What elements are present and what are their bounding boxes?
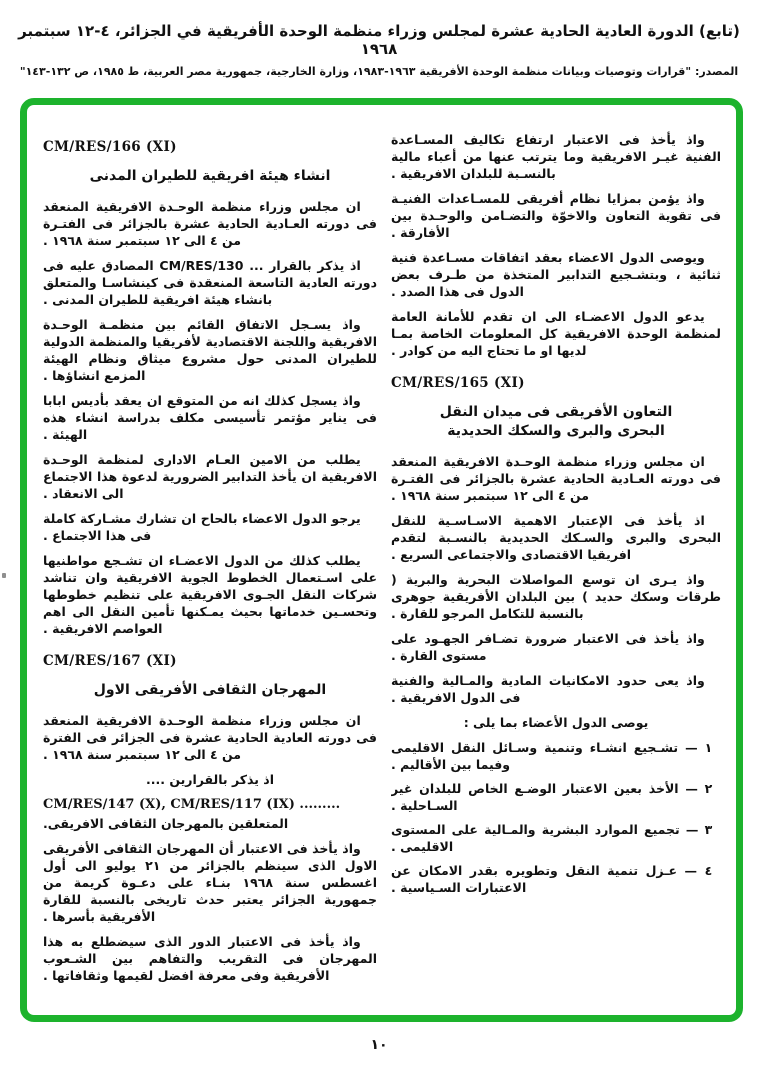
paragraph: ان مجلس وزراء منظمة الوحـدة الافريقية المنعقد فى دورته العادية الحادية عشرة فى الجزائر فى الفترة من ٤ الى ١٢ سبتمبر سنة ١٩٦٨ . xyxy=(43,713,377,762)
list-item: ٣ — تجميع الموارد البشرية والمـالية على المستوى الاقليمى . xyxy=(391,822,713,854)
paragraph: اذ يذكر بالقرار ... CM/RES/130 المصادق عليه فى دورته العادية التاسعة المنعقدة فى كينشاسـا والمتعلق بانشاء هيئة افريقية للطيران المدنى . xyxy=(43,258,377,307)
resolution-title-167: المهرجان الثقافى الأفريقى الاول xyxy=(93,682,327,698)
paragraph: واذ يأخذ فى الاعتبار أن المهرجان الثقافى الأفريقى الاول الذى سينظم بالجزائر من ٢١ يوليو الى أول اغسطس سنة ١٩٦٨ بنـاء على دعـوة كريمة من جمهورية الجزائر يعتبر حدث تاريخى بالنسبة للقارة الأفريقية بأسرها . xyxy=(43,841,377,924)
source-citation: المصدر: "قرارات وتوصيات وبيانات منظمة الوحدة الأفريقية ١٩٦٣-١٩٨٣، وزارة الخارجية، جمهورية مصر العربية، ط ١٩٨٥، ص ١٣٢-١٤٣" xyxy=(19,65,739,78)
paragraph: ان مجلس وزراء منظمة الوحـدة الافريقية المنعقد فى دورته العـادية الحادية عشرة بالجزائر فى الفتـرة من ٤ الى ١٢ سبتمبر سنة ١٩٦٨ . xyxy=(391,454,721,503)
paragraph: يطلب كذلك من الدول الاعضـاء ان تشـجع مواطنيها على اسـتعمال الخطوط الجوية الافريقية وان تناشد شركات النقل الجـوى الافريقية على تنظيم خطوطها وتحسـين خدماتها بحيث يمـكنها تأمين النقل الى اهم العواصم الافريقية . xyxy=(43,553,377,636)
recall-line-arabic: اذ يذكر بالقرارين .... xyxy=(146,772,274,787)
list-item: ٢ — الأخذ بعين الاعتبار الوضـع الخاص للبلدان غير السـاحلية . xyxy=(391,781,713,813)
column-left xyxy=(43,139,377,1011)
resolution-code-167: CM/RES/167 (XI) xyxy=(43,653,177,669)
paragraph: واذ يأخذ فى الاعتبار ضرورة تضـافر الجهـود على مستوى القارة . xyxy=(391,631,705,663)
recommendation-intro: يوصى الدول الأعضاء بما يلى : xyxy=(463,715,649,730)
recall-line-tail: المتعلقين بالمهرجان الثقافى الافريقى. xyxy=(43,816,289,831)
resolution-code-165: CM/RES/165 (XI) xyxy=(391,375,525,391)
session-title: (تابع) الدورة العادية الحادية عشرة لمجلس وزراء منظمة الوحدة الأفريقية في الجزائر، ٤-١٢ سبتمبر ١٩٦٨ xyxy=(18,22,740,58)
paragraph: يدعو الدول الاعضـاء الى ان تقدم للأمانة العامة لمنظمة الوحدة الافريقية كل المعلومات الخاصة بمـا لديها او ما تحتاج اليه من كوادر . xyxy=(391,309,721,358)
paragraph: ويوصى الدول الاعضاء بعقد اتفاقات مسـاعدة فنية ثنائية ، وبتشـجيع التدابير المتخذة من طـرف بعض الدول فى هذا الصدد . xyxy=(391,250,721,299)
resolution-title-165-line1: التعاون الأفريقى فى ميدان النقل xyxy=(439,404,673,420)
column-right xyxy=(391,131,721,1003)
scan-artifact xyxy=(2,573,6,578)
paragraph: اذ يأخذ فى الإعتبار الاهمية الاسـاسـية للنقل البحرى والبرى والسـكك الحديدية بالنسـبة لتقدم افريقيا الاقتصادى والاجتماعى السريع . xyxy=(391,513,721,562)
list-item: ٤ — عـزل تنمية النقل وتطويره بقدر الامكان عن الاعتبارات السـياسية . xyxy=(391,863,713,895)
paragraph: واذ يسـجل الاتفاق القائم بين منظمـة الوحـدة الافريقية واللجنة الاقتصادية لأفريقيا والمنظمة الدولية للطيران المدنى حول مشروع ميثاق ونظام الهيئة المزمع انشاؤها . xyxy=(43,317,377,383)
paragraph: يطلب من الامين العـام الادارى لمنظمة الوحـدة الافريقية ان يأخذ التدابير الضرورية لدعوة هذا الاجتماع الى الانعقاد . xyxy=(43,452,377,501)
page-header xyxy=(0,22,758,78)
paragraph: واذ يأخذ فى الاعتبار الدور الذى سيضطلع به هذا المهرجان فى التقريب والتفاهم بين الشـعوب الأفريقية وفى معرفة افضل لقيمها وثقافاتها . xyxy=(43,934,377,983)
paragraph: واذ يعى حدود الامكانيات المادية والمـالية والفنية فى الدول الافريقية . xyxy=(391,673,705,705)
paragraph: واذ يأخذ فى الاعتبار ارتفاع تكاليف المسـاعدة الفنية غيـر الافريقية وما يترتب عنها من أعباء مالية بالنسـبة للبلدان الافريقية . xyxy=(391,132,721,181)
paragraph: واذ يـرى ان توسع المواصلات البحرية والبرية ( طرقات وسكك حديد ) بين البلدان الأفريقية جوهرى بالنسبة للتكامل المرجو للقارة . xyxy=(391,572,721,621)
paragraph: يرجو الدول الاعضاء بالحاح ان تشارك مشـاركة كاملة فى هذا الاجتماع . xyxy=(43,511,361,543)
resolution-title-166: انشاء هيئة افريقية للطيران المدنى xyxy=(89,168,331,184)
list-item: ١ — تشـجيع انشـاء وتنمية وسـائل النقل الاقليمى وفيما بين الأقاليم . xyxy=(391,740,713,772)
recall-line-latin: CM/RES/147 (X), CM/RES/117 (IX) ......... xyxy=(43,797,341,812)
resolution-code-166: CM/RES/166 (XI) xyxy=(43,139,177,155)
paragraph: ان مجلس وزراء منظمة الوحـدة الافريقية المنعقد فى دورته العـادية الحادية عشرة بالجزائر فى الفتـرة من ٤ الى ١٢ سبتمبر سنة ١٩٦٨ . xyxy=(43,199,377,248)
resolution-title-165-line2: البحرى والبرى والسكك الحديدية xyxy=(447,423,665,439)
paragraph: واذ يؤمن بمزايا نظام أفريقى للمسـاعدات الفنيـة فى تقوية التعاون والاخوّة والتضـامن والوحـدة بين الأفارقة . xyxy=(391,191,721,240)
paragraph: واذ يسجل كذلك انه من المتوقع ان يعقد بأديس ابابا فى يناير مؤتمر تأسيسى مكلف بدراسة انشاء هذه الهيئة . xyxy=(43,393,377,442)
page-number: ١٠ xyxy=(370,1037,388,1053)
document-frame xyxy=(20,98,743,1022)
